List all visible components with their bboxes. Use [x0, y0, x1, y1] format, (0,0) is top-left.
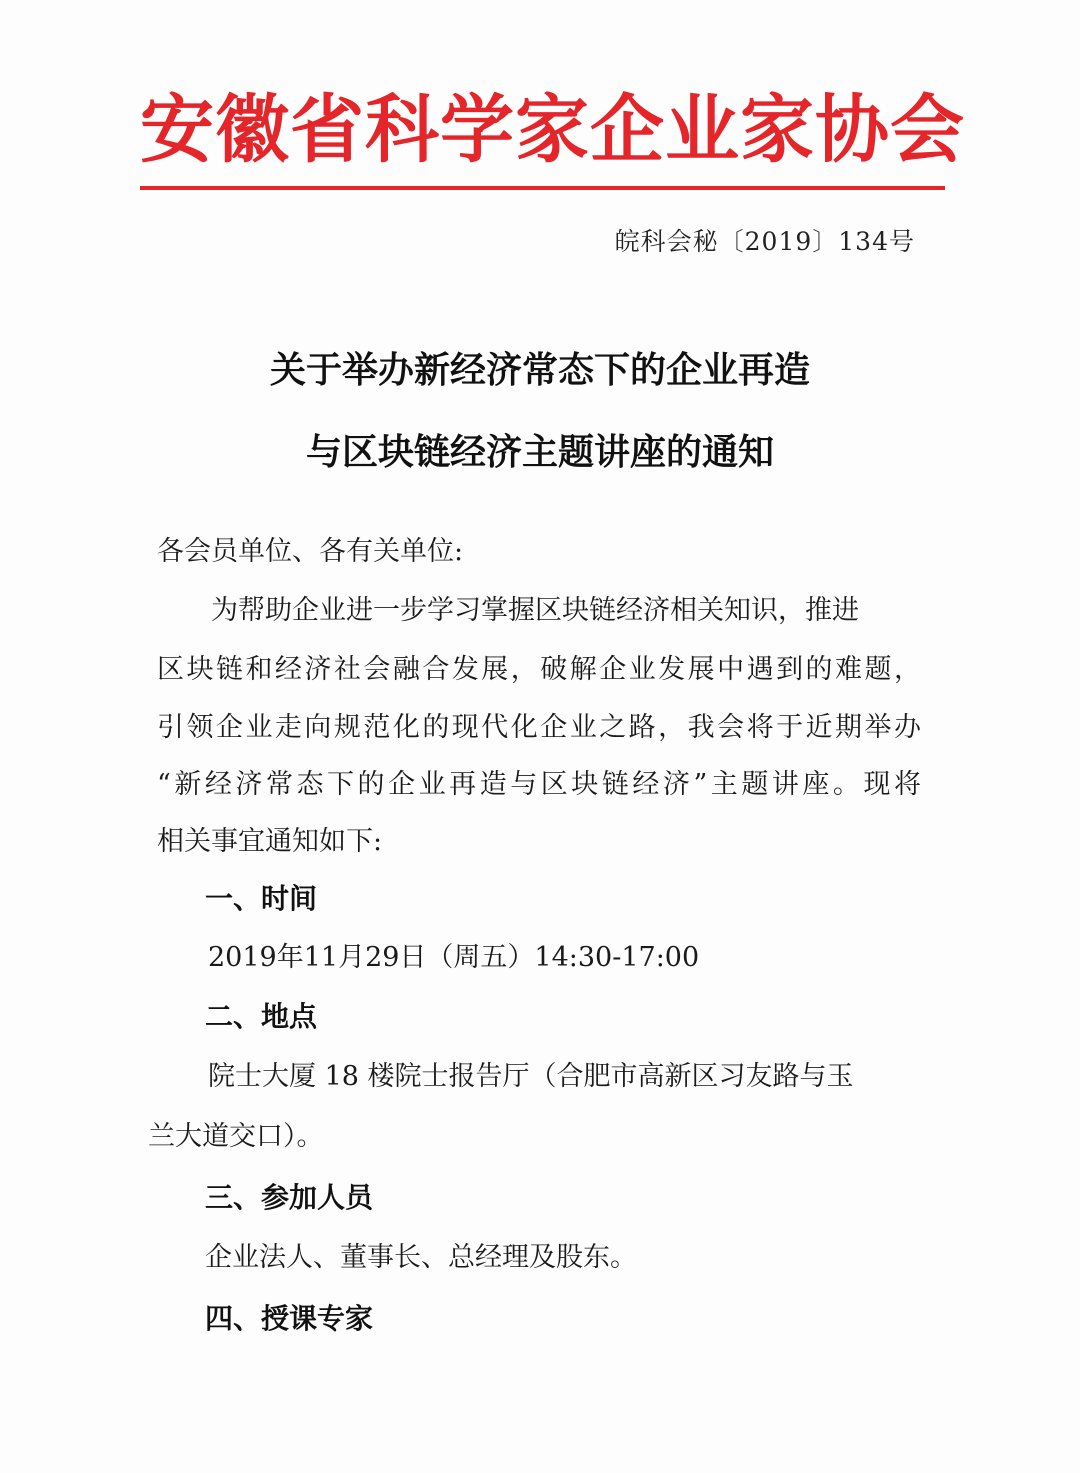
letterhead-red-rule — [140, 186, 945, 190]
intro-paragraph-line: 区块链和经济社会融合发展，破解企业发展中遇到的难题， — [157, 654, 921, 685]
document-title-line-1: 关于举办新经济常态下的企业再造 — [269, 350, 810, 391]
organization-letterhead: 安徽省科学家企业家协会 — [140, 87, 965, 173]
section-content-location: 院士大厦 18 楼院士报告厅（合肥市高新区习友路与玉 — [208, 1061, 854, 1092]
section-heading-time: 一、时间 — [205, 882, 318, 915]
intro-paragraph-line: 引领企业走向规范化的现代化企业之路，我会将于近期举办 — [157, 712, 921, 743]
intro-paragraph-line: “新经济常态下的企业再造与区块链经济”主题讲座。现将 — [157, 769, 921, 800]
section-heading-attendees: 三、参加人员 — [205, 1181, 374, 1214]
intro-paragraph-line: 相关事宜通知如下: — [157, 826, 383, 857]
section-content-attendees: 企业法人、董事长、总经理及股东。 — [205, 1242, 637, 1273]
intro-paragraph-line: 为帮助企业进一步学习掌握区块链经济相关知识，推进 — [211, 595, 859, 626]
document-number: 皖科会秘〔2019〕134号 — [614, 227, 915, 256]
section-heading-experts: 四、授课专家 — [205, 1302, 374, 1335]
section-heading-location: 二、地点 — [205, 1000, 318, 1033]
document-title-line-2: 与区块链经济主题讲座的通知 — [305, 432, 774, 473]
salutation: 各会员单位、各有关单位: — [157, 536, 464, 567]
section-content-time: 2019年11月29日（周五）14:30-17:00 — [208, 942, 700, 973]
section-content-location-cont: 兰大道交口）。 — [148, 1121, 324, 1152]
